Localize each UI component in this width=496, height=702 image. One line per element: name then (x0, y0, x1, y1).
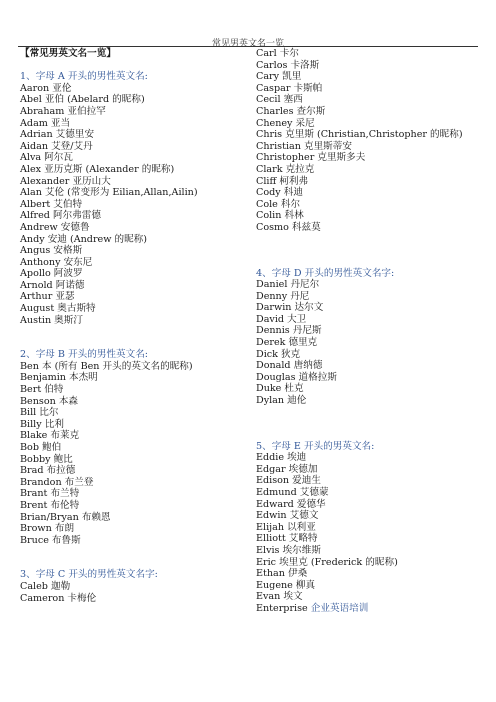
name-entry: Edmund 艾德蒙 (256, 487, 329, 498)
name-entry: Eddie 埃迪 (256, 452, 307, 464)
name-entry: Ethan 伊桑 (256, 568, 308, 580)
name-entry: Anthony 安东尼 (20, 256, 93, 268)
name-entry: Cole 科尔 (256, 198, 301, 210)
section-heading-a: 1、字母 A 开头的男性英文名: (20, 71, 148, 83)
name-entry: Derek 德里克 (256, 337, 318, 349)
name-entry: Donald 唐纳德 (256, 360, 323, 372)
name-entry: Douglas 道格拉斯 (256, 371, 337, 383)
name-entry: Arnold 阿诺德 (20, 279, 85, 291)
name-entry: Cosmo 科兹莫 (256, 221, 321, 233)
name-entry: Evan 埃文 (256, 591, 303, 603)
left-column (20, 48, 248, 604)
name-entry: Christopher 克里斯多夫 (256, 152, 366, 164)
footer-line (256, 603, 480, 615)
name-entry: Colin 科林 (256, 210, 304, 222)
name-entry: Daniel 丹尼尔 (256, 279, 320, 291)
name-entry: Carlos 卡洛斯 (256, 59, 320, 71)
name-list-c-start (20, 581, 248, 604)
right-column (256, 48, 480, 615)
name-entry: Caleb 迦勒 (20, 580, 71, 592)
name-entry: Carl 卡尔 (256, 48, 299, 59)
name-list-e (256, 452, 480, 603)
footer-prefix: Enterprise (256, 602, 308, 614)
name-entry: Eugene 柳真 (256, 579, 316, 591)
name-entry: Dennis 丹尼斯 (256, 325, 322, 337)
page-header: 常见男英文名一览 (211, 39, 284, 49)
name-entry: Bruce 布鲁斯 (20, 534, 81, 546)
name-entry: Clark 克拉克 (256, 163, 315, 175)
name-entry: Bill 比尔 (20, 407, 59, 419)
name-entry: Andrew 安德鲁 (20, 221, 90, 233)
header-rule (18, 46, 478, 47)
name-entry: August 奥古斯特 (20, 303, 96, 315)
name-entry: Alva 阿尔瓦 (20, 152, 73, 164)
name-entry: Bert 伯特 (20, 384, 64, 396)
section-heading-e: 5、字母 E 开头的男英文名: (256, 440, 375, 452)
name-entry: Brandon 布兰登 (20, 476, 94, 488)
name-entry: Denny 丹尼 (256, 290, 310, 302)
name-entry: Brant 布兰特 (20, 488, 80, 500)
name-entry: Edward 爱德华 (256, 498, 326, 510)
section-e (256, 441, 480, 603)
name-entry: Cameron 卡梅伦 (20, 592, 97, 604)
name-entry: Cary 凯里 (256, 71, 302, 83)
section-c (20, 569, 248, 604)
name-entry: Brad 布拉德 (20, 465, 76, 477)
name-entry: Elvis 埃尔维斯 (256, 544, 321, 556)
name-entry: Austin 奥斯汀 (20, 314, 83, 326)
name-entry: Chris 克里斯 (Christian,Christopher 的昵称) (256, 129, 463, 141)
section-heading-b: 2、字母 B 开头的男性英文名: (20, 349, 149, 361)
name-list-b (20, 361, 248, 547)
name-entry: Angus 安格斯 (20, 245, 83, 257)
name-entry: Adrian 艾德里安 (20, 129, 95, 141)
name-entry: Dylan 迪伦 (256, 395, 307, 407)
section-heading-c: 3、字母 C 开头的男性英文名字: (20, 569, 158, 581)
name-entry: Alfred 阿尔弗雷德 (20, 210, 101, 222)
document-title: 【常见男英文名一览】 (20, 48, 116, 59)
name-entry: Arthur 亚瑟 (20, 291, 75, 303)
name-entry: Aidan 艾登/艾丹 (20, 140, 93, 152)
name-entry: Elijah 以利亚 (256, 521, 316, 533)
section-b (20, 349, 248, 546)
name-entry: Adam 亚当 (20, 117, 71, 129)
name-entry: Aaron 亚伦 (20, 82, 72, 94)
name-entry: Albert 艾伯特 (20, 198, 83, 210)
name-entry: Edwin 艾德文 (256, 510, 319, 522)
name-entry: Bob 鲍伯 (20, 442, 62, 453)
name-entry: Alex 亚历克斯 (Alexander 的昵称) (20, 163, 175, 175)
name-entry: Ben 本 (所有 Ben 开头的英文名的昵称) (20, 360, 193, 372)
name-entry: Alan 艾伦 (常变形为 Eilian,Allan,Ailin) (20, 187, 198, 199)
name-entry: Abraham 亚伯拉罕 (20, 105, 106, 117)
name-entry: Elliott 艾略特 (256, 533, 318, 545)
name-entry: Caspar 卡斯帕 (256, 82, 323, 94)
section-a (20, 71, 248, 326)
name-entry: Benjamin 本杰明 (20, 372, 98, 384)
name-entry: Christian 克里斯蒂安 (256, 140, 352, 152)
name-entry: Darwin 达尔文 (256, 302, 324, 314)
name-entry: Alexander 亚历山大 (20, 175, 111, 187)
name-entry: Duke 杜克 (256, 383, 304, 395)
name-entry: Dick 狄克 (256, 348, 301, 360)
name-list-a (20, 83, 248, 326)
name-entry: Bobby 鲍比 (20, 453, 73, 465)
name-entry: Apollo 阿波罗 (20, 268, 83, 280)
name-list-d (256, 279, 480, 407)
name-entry: David 大卫 (256, 313, 307, 325)
name-entry: Blake 布莱克 (20, 430, 80, 442)
section-heading-d: 4、字母 D 开头的男性英文名字: (256, 267, 395, 279)
name-entry: Brian/Bryan 布赖恩 (20, 511, 111, 523)
name-entry: Charles 查尔斯 (256, 105, 326, 117)
section-d (256, 268, 480, 407)
name-list-c-continued (256, 48, 480, 234)
name-entry: Andy 安迪 (Andrew 的昵称) (20, 233, 147, 245)
name-entry: Edgar 埃德加 (256, 463, 318, 475)
name-entry: Cecil 塞西 (256, 94, 303, 106)
name-entry: Billy 比利 (20, 418, 64, 430)
name-entry: Brent 布伦特 (20, 499, 80, 511)
name-entry: Cheney 采尼 (256, 117, 315, 129)
name-entry: Cody 科迪 (256, 187, 303, 199)
name-entry: Cliff 柯利弗 (256, 175, 309, 187)
name-entry: Brown 布朗 (20, 523, 75, 535)
name-entry: Benson 本森 (20, 395, 79, 407)
name-entry: Edison 爱迪生 (256, 475, 321, 487)
name-entry: Eric 埃里克 (Frederick 的昵称) (256, 556, 398, 568)
name-entry: Abel 亚伯 (Abelard 的昵称) (20, 94, 145, 106)
footer-suffix: 企业英语培训 (310, 602, 369, 614)
